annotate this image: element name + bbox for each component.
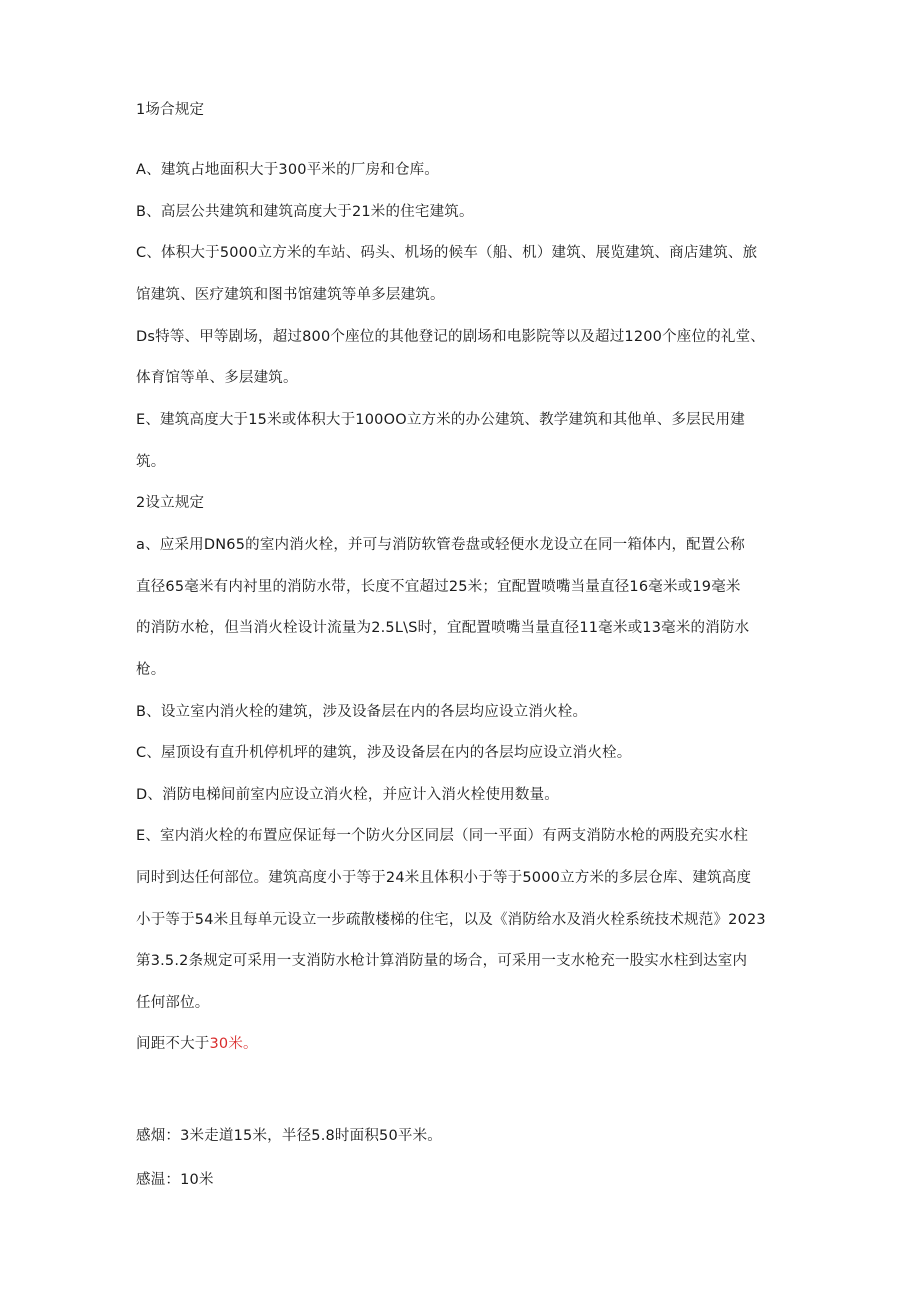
spacing-value: 30米。	[209, 1036, 258, 1052]
section-2-item-e-line-5: 任何部位。	[136, 995, 210, 1011]
smoke-detector-rule: 感烟：3米走道15米，半径5.8时面积50平米。	[136, 1128, 442, 1144]
section-1-item-d-line-2: 体育馆等单、多层建筑。	[136, 370, 298, 386]
section-1-heading: 1场合规定	[136, 102, 205, 118]
section-2-item-e-line-3: 小于等于54米且每单元设立一步疏散楼梯的住宅，以及《消防给水及消火栓系统技术规范》2023	[136, 912, 766, 928]
section-1-item-a: A、建筑占地面积大于300平米的厂房和仓库。	[136, 162, 439, 178]
section-2-item-a-line-1: a、应采用DN65的室内消火栓，并可与消防软管卷盘或轻便水龙设立在同一箱体内，配置公称	[136, 537, 745, 553]
section-2-item-e-line-1: E、室内消火栓的布置应保证每一个防火分区同层（同一平面）有两支消防水枪的两股充实水柱	[136, 828, 749, 844]
section-1-item-e-line-1: E、建筑高度大于15米或体积大于100OO立方米的办公建筑、教学建筑和其他单、多层民用建	[136, 412, 745, 428]
section-2-item-a-line-4: 枪。	[136, 662, 166, 678]
spacing-rule	[136, 1034, 796, 1054]
section-1-item-d-line-1: Ds特等、甲等剧场，超过800个座位的其他登记的剧场和电影院等以及超过1200个座位的礼堂、	[136, 329, 765, 345]
section-1-item-c-line-2: 馆建筑、医疗建筑和图书馆建筑等单多层建筑。	[136, 287, 445, 303]
section-2-item-a-line-2: 直径65毫米有内衬里的消防水带，长度不宜超过25米；宜配置喷嘴当量直径16毫米或19毫米	[136, 579, 741, 595]
section-1-item-b: B、高层公共建筑和建筑高度大于21米的住宅建筑。	[136, 204, 474, 220]
section-1-item-e-line-2: 筑。	[136, 454, 166, 470]
section-2-item-d: D、消防电梯间前室内应设立消火栓，并应计入消火栓使用数量。	[136, 787, 559, 803]
section-2-item-c: C、屋顶设有直升机停机坪的建筑，涉及设备层在内的各层均应设立消火栓。	[136, 745, 632, 761]
section-1-item-c-line-1: C、体积大于5000立方米的车站、码头、机场的候车（船、机）建筑、展览建筑、商店建筑、旅	[136, 245, 758, 261]
heat-detector-rule: 感温：10米	[136, 1172, 214, 1188]
section-2-heading: 2设立规定	[136, 495, 205, 511]
section-2-item-b: B、设立室内消火栓的建筑，涉及设备层在内的各层均应设立消火栓。	[136, 704, 588, 720]
section-2-item-e-line-2: 同时到达任何部位。建筑高度小于等于24米且体积小于等于5000立方米的多层仓库、建筑高度	[136, 870, 752, 886]
section-2-item-e-line-4: 第3.5.2条规定可采用一支消防水枪计算消防量的场合，可采用一支水枪充一股实水柱到达室内	[136, 953, 748, 969]
spacing-prefix: 间距不大于	[136, 1036, 210, 1052]
section-2-item-a-line-3: 的消防水枪，但当消火栓设计流量为2.5L\S时，宜配置喷嘴当量直径11毫米或13毫米的消防水	[136, 620, 750, 636]
